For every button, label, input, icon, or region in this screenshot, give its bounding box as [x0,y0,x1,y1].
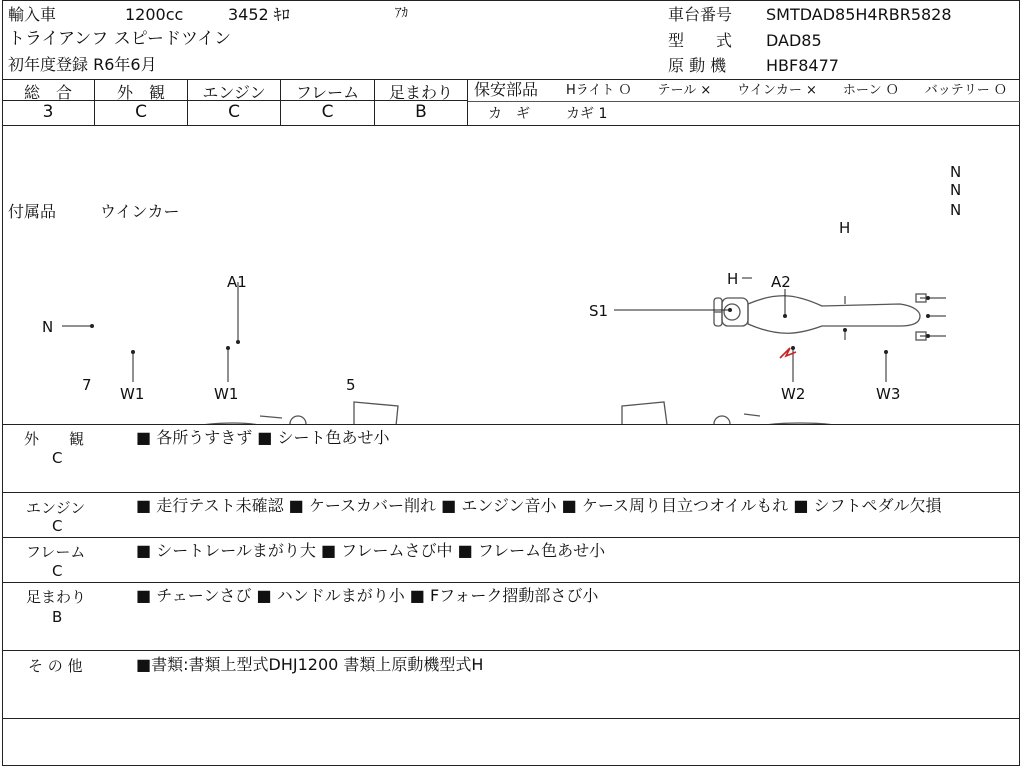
color: ｱｶ [395,6,408,21]
model-name: トライアンフ スピードツイン [8,29,232,49]
mark-left-n: N [42,318,54,336]
top-view-bike-icon [714,294,928,340]
mark-right-a2: A2 [771,273,791,291]
mileage: 3452 ｷﾛ [228,5,290,24]
mark-left-w1a: W1 [120,385,145,403]
comment-title: 外 観 [24,430,85,448]
mark-right-s1: S1 [589,302,609,320]
mark-top-n2: N [950,181,962,199]
accessories-label: 付属品 [8,202,57,221]
mark-right-w2: W2 [781,385,806,403]
key-value: カギ 1 [566,106,608,122]
type-value: DAD85 [766,31,822,50]
comment-title: エンジン [26,499,86,517]
engine-model-label: 原 動 機 [668,56,727,75]
comment-text: ■ チェーンさび ■ ハンドルまがり小 ■ Fフォーク摺動部さび小 [136,586,599,605]
grade-exterior-label: 外 観 [116,83,165,102]
grade-total-label: 総 合 [23,83,72,102]
grade-suspension-value: B [415,102,427,122]
comment-title: そ の 他 [28,657,83,675]
damage-diagram [0,126,1020,424]
comment-grade: C [52,449,63,467]
mark-left-w1b: W1 [214,385,239,403]
chassis-value: SMTDAD85H4RBR5828 [766,5,952,24]
divider [468,101,1020,102]
mark-left-7: 7 [82,376,92,394]
key-label: カ ギ [488,106,530,122]
chassis-label: 車台番号 [668,5,733,24]
grade-frame-label: フレーム [295,83,360,102]
comment-grade: B [52,608,63,626]
engine-model-value: HBF8477 [766,56,839,75]
grade-engine-value: C [228,102,240,122]
right-view-bike-icon [622,402,935,424]
mark-left-5: 5 [346,376,356,394]
comment-text: ■ 走行テスト未確認 ■ ケースカバー削れ ■ エンジン音小 ■ ケース周り目立つオイルもれ ■ シフトペダル欠損 [136,496,942,515]
mark-top-h: H [839,219,851,237]
divider [2,492,1020,493]
left-view-bike-icon [84,402,398,424]
mark-left-a1: A1 [227,273,247,291]
displacement: 1200cc [125,5,184,24]
safety-label: 保安部品 [474,80,539,99]
divider [467,79,468,125]
divider [2,650,1020,651]
mark-top-n1: N [950,163,962,181]
mark-right-h: H [727,270,739,288]
grade-exterior-value: C [135,102,147,122]
divider [2,537,1020,538]
divider [2,718,1020,719]
divider [2,424,1020,425]
comment-title: フレーム [26,543,86,561]
comment-text: ■ シートレールまがり大 ■ フレームさび中 ■ フレーム色あせ小 [136,541,606,560]
safety-items: Hライト Ｏ テール × ウインカー × ホーン Ｏ バッテリー Ｏ [566,83,1007,98]
type-label: 型 式 [668,31,733,50]
comment-grade: C [52,562,63,580]
divider [2,582,1020,583]
grade-frame-value: C [321,102,334,122]
grade-total-value: 3 [42,102,54,122]
import-label: 輸入車 [8,5,57,24]
mark-top-n3: N [950,201,962,219]
comment-title: 足まわり [26,588,87,606]
comment-text: ■ 各所うすきず ■ シート色あせ小 [136,428,390,447]
grade-suspension-label: 足まわり [388,83,453,102]
accessories-value: ウインカー [100,202,180,221]
comment-grade: C [52,517,63,535]
first-registration: 初年度登録 R6年6月 [8,55,157,74]
mark-right-w3: W3 [876,385,901,403]
comment-text: ■書類:書類上型式DHJ1200 書類上原動機型式H [136,655,484,674]
grade-engine-label: エンジン [202,83,266,102]
